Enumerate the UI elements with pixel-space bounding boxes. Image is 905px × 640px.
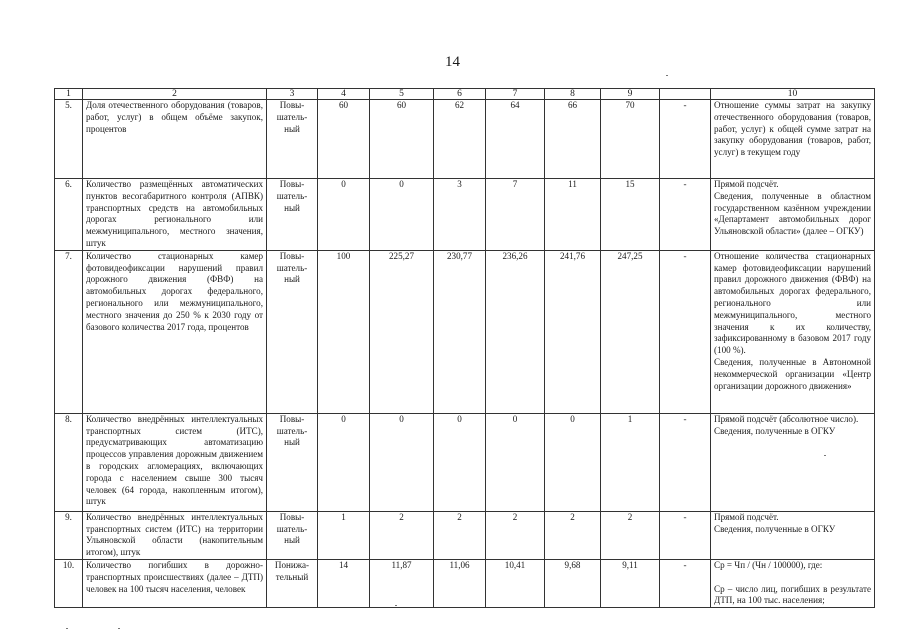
indicator-value: 2	[486, 511, 545, 559]
indicator-value: 9,68	[545, 559, 601, 607]
indicator-method-note	[711, 100, 875, 179]
indicator-value: 230,77	[434, 250, 486, 413]
indicator-value: 9,11	[601, 559, 660, 607]
row-number: 6.	[55, 179, 83, 251]
indicator-value: 2	[370, 511, 434, 559]
indicator-value: 225,27	[370, 250, 434, 413]
dash-cell: -	[660, 559, 711, 607]
header-cell: 1	[55, 89, 83, 100]
indicator-direction: Повы-шатель-ный	[267, 100, 318, 179]
dash-cell: -	[660, 413, 711, 511]
dash-cell: -	[660, 250, 711, 413]
table-row	[55, 179, 875, 251]
note-paragraph: Прямой подсчёт.	[714, 179, 779, 189]
indicator-name: Количество стационарных камер фотовидеофиксации нарушений правил дорожного движения (ФВФ) на автомобильных дорогах федерального, регионального или межмуниципального, местного значения до 250 % к 2030 году от базового количества 2017 года, процентов	[83, 250, 267, 413]
note-paragraph: Ср – число лиц, погибших в результате ДТП, на 100 тыс. населения;	[714, 583, 871, 606]
header-cell: 6	[434, 89, 486, 100]
table-row	[55, 511, 875, 559]
note-paragraph	[714, 572, 871, 584]
dash-cell: -	[660, 511, 711, 559]
indicator-value: 64	[486, 100, 545, 179]
table-row	[55, 100, 875, 179]
indicator-value: 0	[370, 179, 434, 251]
note-paragraph: Сведения, полученные в ОГКУ	[714, 425, 836, 436]
indicator-method-note	[711, 559, 875, 607]
indicator-value: 2	[434, 511, 486, 559]
indicator-value: 2	[601, 511, 660, 559]
indicator-value: 10,41	[486, 559, 545, 607]
indicator-name: Количество размещённых автоматических пунктов весогабаритного контроля (АПВК) транспортных средств на автомобильных дорогах регионального или межмуниципального, местного значения, штук	[83, 179, 267, 251]
indicator-value: 0	[486, 413, 545, 511]
scan-speck	[66, 628, 68, 629]
indicator-value: 2	[545, 511, 601, 559]
header-cell: 4	[318, 89, 370, 100]
note-paragraph: Отношение суммы затрат на закупку отечественного оборудования (товаров, работ, услуг) к общей сумме затрат на закупку оборудования (товаров, работ, услуг) в текущем году	[714, 100, 871, 158]
scan-speck	[395, 605, 397, 606]
table-row	[55, 559, 875, 607]
indicator-direction: Повы-шатель-ный	[267, 179, 318, 251]
dash-cell: -	[660, 179, 711, 251]
scan-speck	[118, 628, 120, 629]
indicator-name: Количество погибших в дорожно-транспортных происшествиях (далее – ДТП) человек на 100 тысяч населения, человек	[83, 559, 267, 607]
note-paragraph: Сведения, полученные в областном государственном казённом учреждении «Департамент автомобильных дорог Ульяновской области» (далее – ОГКУ)	[714, 190, 871, 237]
indicator-value: 14	[318, 559, 370, 607]
indicator-direction: Понижа-тельный	[267, 559, 318, 607]
indicator-method-note	[711, 250, 875, 413]
indicator-value: 100	[318, 250, 370, 413]
table-row	[55, 413, 875, 511]
note-paragraph: Прямой подсчёт (абсолютное число).	[714, 413, 859, 424]
indicator-value: 70	[601, 100, 660, 179]
indicator-value: 60	[370, 100, 434, 179]
indicator-name: Доля отечественного оборудования (товаров, работ, услуг) в общем объёме закупок, процентов	[83, 100, 267, 179]
indicator-value: 15	[601, 179, 660, 251]
indicator-value: 62	[434, 100, 486, 179]
indicator-value: 0	[318, 413, 370, 511]
indicator-method-note	[711, 511, 875, 559]
indicator-value: 0	[434, 413, 486, 511]
row-number: 7.	[55, 250, 83, 413]
header-row	[55, 89, 875, 100]
header-cell: 2	[83, 89, 267, 100]
header-cell: 9	[601, 89, 660, 100]
row-number: 8.	[55, 413, 83, 511]
indicator-value: 3	[434, 179, 486, 251]
indicator-value: 0	[370, 413, 434, 511]
indicator-value: 241,76	[545, 250, 601, 413]
indicator-value: 236,26	[486, 250, 545, 413]
table-row	[55, 250, 875, 413]
header-cell	[660, 89, 711, 100]
indicator-name: Количество внедрённых интеллектуальных транспортных систем (ИТС), предусматривающих автоматизацию процессов управления дорожным движением в городских агломерациях, включающих города с населением свыше 300 тысяч человек (64 города, накопленным итогом), штук	[83, 413, 267, 511]
indicator-value: 247,25	[601, 250, 660, 413]
note-paragraph: Сведения, полученные в ОГКУ	[714, 523, 836, 534]
indicator-value: 66	[545, 100, 601, 179]
row-number: 9.	[55, 511, 83, 559]
indicator-value: 0	[545, 413, 601, 511]
scan-speck	[666, 75, 668, 76]
note-paragraph: Сведения, полученные в Автономной некоммерческой организации «Центр организации дорожного движения»	[714, 356, 871, 391]
indicator-method-note	[711, 413, 875, 511]
header-cell: 7	[486, 89, 545, 100]
note-paragraph: Отношение количества стационарных камер фотовидеофиксации нарушений правил дорожного движения (ФВФ) на автомобильных дорогах федерального, регионального или межмуниципального, местного значения к их количеству, зафиксированному в базовом 2017 году (100 %).	[714, 250, 871, 356]
indicator-name: Количество внедрённых интеллектуальных транспортных систем (ИТС) на территории Ульяновской области (накопительным итогом), штук	[83, 511, 267, 559]
dash-cell: -	[660, 100, 711, 179]
indicator-direction: Повы-шатель-ный	[267, 413, 318, 511]
header-cell: 5	[370, 89, 434, 100]
header-cell: 3	[267, 89, 318, 100]
indicator-value: 7	[486, 179, 545, 251]
note-paragraph: Прямой подсчёт.	[714, 511, 779, 522]
indicator-value: 1	[601, 413, 660, 511]
header-cell: 10	[711, 89, 875, 100]
indicator-direction: Повы-шатель-ный	[267, 250, 318, 413]
indicator-value: 0	[318, 179, 370, 251]
indicator-value: 60	[318, 100, 370, 179]
indicator-value: 11,06	[434, 559, 486, 607]
header-cell: 8	[545, 89, 601, 100]
note-paragraph: Ср = Чп / (Чн / 100000), где:	[714, 559, 823, 570]
row-number: 5.	[55, 100, 83, 179]
indicator-direction: Повы-шатель-ный	[267, 511, 318, 559]
indicator-value: 11	[545, 179, 601, 251]
row-number: 10.	[55, 559, 83, 607]
page-number: 14	[445, 54, 460, 70]
indicator-value: 11,87	[370, 559, 434, 607]
indicators-table	[54, 88, 875, 608]
indicator-method-note	[711, 179, 875, 251]
indicator-value: 1	[318, 511, 370, 559]
scan-speck	[824, 455, 826, 456]
